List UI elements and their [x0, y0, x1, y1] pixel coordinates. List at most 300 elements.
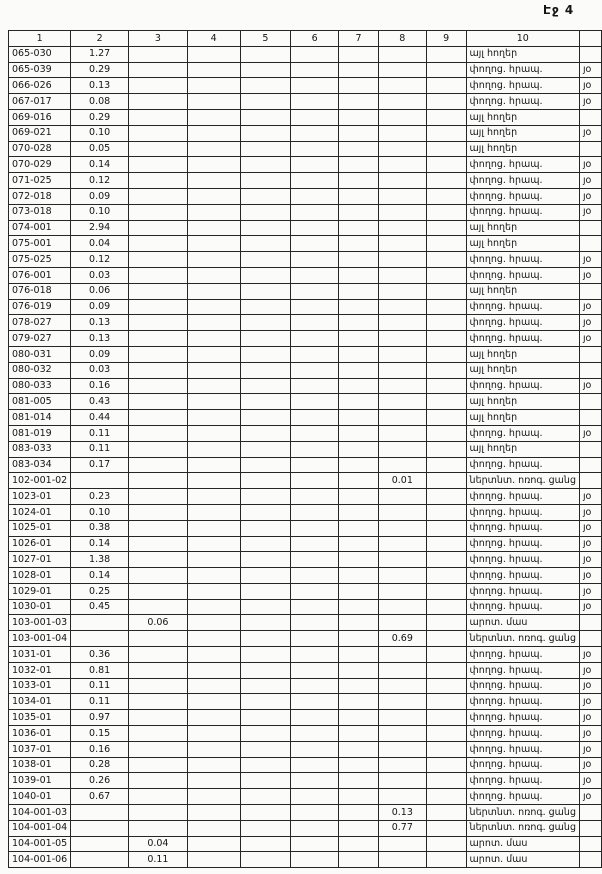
value-cell: [240, 441, 291, 457]
value-cell: [129, 173, 188, 189]
value-cell: [129, 267, 188, 283]
value-cell: 0.77: [378, 820, 426, 836]
value-cell: [339, 62, 379, 78]
value-cell: 0.11: [71, 441, 129, 457]
land-use-cell: փողոց. հրապ.: [466, 252, 579, 268]
value-cell: [129, 647, 188, 663]
table-row: [9, 425, 602, 441]
margin-mark: յօ: [579, 678, 601, 694]
value-cell: [291, 647, 339, 663]
land-use-cell: փողոց. հրապ.: [466, 773, 579, 789]
value-cell: [240, 615, 291, 631]
value-cell: [291, 109, 339, 125]
value-cell: [378, 741, 426, 757]
value-cell: [187, 141, 240, 157]
parcel-code-cell: 104-001-04: [9, 820, 71, 836]
value-cell: [240, 631, 291, 647]
value-cell: [378, 46, 426, 62]
land-use-cell: փողոց. հրապ.: [466, 62, 579, 78]
value-cell: [129, 331, 188, 347]
value-cell: [339, 568, 379, 584]
value-cell: [187, 252, 240, 268]
parcel-code-cell: 070-029: [9, 157, 71, 173]
value-cell: 0.09: [71, 299, 129, 315]
value-cell: [240, 599, 291, 615]
value-cell: 0.81: [71, 662, 129, 678]
parcel-code-cell: 104-001-03: [9, 805, 71, 821]
margin-mark: [579, 631, 601, 647]
value-cell: [240, 204, 291, 220]
value-cell: [129, 362, 188, 378]
value-cell: [339, 757, 379, 773]
table-row: [9, 805, 602, 821]
value-cell: [426, 710, 466, 726]
value-cell: [187, 615, 240, 631]
value-cell: [426, 757, 466, 773]
value-cell: [240, 836, 291, 852]
value-cell: [240, 173, 291, 189]
value-cell: [291, 773, 339, 789]
value-cell: 0.17: [71, 457, 129, 473]
value-cell: [378, 125, 426, 141]
value-cell: [426, 536, 466, 552]
value-cell: [291, 662, 339, 678]
value-cell: [240, 410, 291, 426]
value-cell: [378, 615, 426, 631]
value-cell: [339, 520, 379, 536]
value-cell: [339, 726, 379, 742]
value-cell: [129, 489, 188, 505]
land-use-cell: փողոց. հրապ.: [466, 568, 579, 584]
value-cell: [240, 362, 291, 378]
table-row: [9, 773, 602, 789]
parcel-code-cell: 078-027: [9, 315, 71, 331]
value-cell: 0.11: [71, 425, 129, 441]
value-cell: [187, 283, 240, 299]
margin-mark: [579, 283, 601, 299]
value-cell: 0.14: [71, 536, 129, 552]
value-cell: [129, 726, 188, 742]
value-cell: [426, 299, 466, 315]
value-cell: [426, 520, 466, 536]
margin-mark: յօ: [579, 267, 601, 283]
value-cell: [187, 489, 240, 505]
value-cell: [187, 568, 240, 584]
value-cell: [291, 94, 339, 110]
value-cell: [426, 204, 466, 220]
value-cell: [129, 473, 188, 489]
parcel-code-cell: 079-027: [9, 331, 71, 347]
value-cell: [240, 678, 291, 694]
value-cell: [339, 552, 379, 568]
value-cell: [339, 599, 379, 615]
parcel-code-cell: 072-018: [9, 188, 71, 204]
value-cell: [187, 662, 240, 678]
value-cell: [187, 173, 240, 189]
value-cell: [240, 457, 291, 473]
margin-mark: [579, 109, 601, 125]
value-cell: [187, 741, 240, 757]
value-cell: [129, 410, 188, 426]
value-cell: [378, 583, 426, 599]
value-cell: [339, 109, 379, 125]
value-cell: [187, 473, 240, 489]
value-cell: [426, 615, 466, 631]
parcel-code-cell: 075-025: [9, 252, 71, 268]
value-cell: 0.04: [71, 236, 129, 252]
value-cell: [378, 504, 426, 520]
margin-mark: յօ: [579, 504, 601, 520]
value-cell: [339, 236, 379, 252]
value-cell: 0.28: [71, 757, 129, 773]
value-cell: [339, 805, 379, 821]
value-cell: [291, 536, 339, 552]
parcel-code-cell: 083-033: [9, 441, 71, 457]
value-cell: [71, 836, 129, 852]
table-row: [9, 188, 602, 204]
margin-mark: յօ: [579, 599, 601, 615]
value-cell: [187, 220, 240, 236]
parcel-code-cell: 076-019: [9, 299, 71, 315]
column-header-10: 10: [466, 31, 579, 47]
table-row: [9, 473, 602, 489]
value-cell: 0.25: [71, 583, 129, 599]
value-cell: [426, 394, 466, 410]
land-use-cell: այլ հողեր: [466, 283, 579, 299]
value-cell: [187, 62, 240, 78]
value-cell: [378, 188, 426, 204]
value-cell: [339, 346, 379, 362]
value-cell: 0.13: [71, 331, 129, 347]
value-cell: [339, 615, 379, 631]
value-cell: [291, 678, 339, 694]
value-cell: [378, 220, 426, 236]
value-cell: 0.14: [71, 157, 129, 173]
value-cell: [426, 157, 466, 173]
table-row: [9, 125, 602, 141]
value-cell: [187, 852, 240, 868]
parcel-code-cell: 069-021: [9, 125, 71, 141]
value-cell: [187, 346, 240, 362]
value-cell: [426, 78, 466, 94]
value-cell: [129, 236, 188, 252]
value-cell: [240, 662, 291, 678]
table-row: [9, 568, 602, 584]
value-cell: [378, 710, 426, 726]
value-cell: [426, 599, 466, 615]
table-row: [9, 536, 602, 552]
margin-mark: [579, 805, 601, 821]
value-cell: [378, 78, 426, 94]
value-cell: [426, 331, 466, 347]
value-cell: [129, 583, 188, 599]
value-cell: [426, 346, 466, 362]
table-row: [9, 267, 602, 283]
value-cell: [426, 125, 466, 141]
value-cell: [291, 173, 339, 189]
value-cell: [378, 441, 426, 457]
value-cell: 0.11: [129, 852, 188, 868]
land-use-cell: փողոց. հրապ.: [466, 662, 579, 678]
table-row: [9, 141, 602, 157]
value-cell: [240, 805, 291, 821]
table-row: [9, 552, 602, 568]
parcel-code-cell: 1031-01: [9, 647, 71, 663]
value-cell: [240, 220, 291, 236]
value-cell: 0.05: [71, 141, 129, 157]
value-cell: [378, 726, 426, 742]
parcel-code-cell: 081-014: [9, 410, 71, 426]
value-cell: [71, 820, 129, 836]
value-cell: [426, 773, 466, 789]
parcel-code-cell: 104-001-06: [9, 852, 71, 868]
margin-mark: [579, 615, 601, 631]
value-cell: [339, 631, 379, 647]
parcel-code-cell: 076-001: [9, 267, 71, 283]
land-use-cell: փողոց. հրապ.: [466, 457, 579, 473]
table-row: [9, 94, 602, 110]
parcel-code-cell: 080-033: [9, 378, 71, 394]
land-use-cell: փողոց. հրապ.: [466, 315, 579, 331]
margin-mark: յօ: [579, 536, 601, 552]
value-cell: [426, 236, 466, 252]
value-cell: [240, 536, 291, 552]
value-cell: [129, 805, 188, 821]
table-row: [9, 315, 602, 331]
value-cell: [291, 631, 339, 647]
value-cell: [291, 62, 339, 78]
value-cell: [378, 757, 426, 773]
value-cell: [187, 46, 240, 62]
value-cell: [426, 789, 466, 805]
parcel-code-cell: 073-018: [9, 204, 71, 220]
value-cell: [187, 109, 240, 125]
table-row: [9, 852, 602, 868]
value-cell: [378, 536, 426, 552]
value-cell: [291, 852, 339, 868]
value-cell: [187, 710, 240, 726]
value-cell: [291, 78, 339, 94]
parcel-code-cell: 1023-01: [9, 489, 71, 505]
table-row: [9, 504, 602, 520]
value-cell: [426, 694, 466, 710]
value-cell: [426, 726, 466, 742]
value-cell: [339, 141, 379, 157]
value-cell: [240, 647, 291, 663]
value-cell: 0.14: [71, 568, 129, 584]
margin-mark: յօ: [579, 568, 601, 584]
column-header-2: 2: [71, 31, 129, 47]
value-cell: [339, 536, 379, 552]
value-cell: [339, 125, 379, 141]
value-cell: [339, 647, 379, 663]
value-cell: [339, 710, 379, 726]
value-cell: [291, 599, 339, 615]
margin-mark: [579, 346, 601, 362]
value-cell: [129, 315, 188, 331]
table-row: [9, 236, 602, 252]
margin-mark: [579, 457, 601, 473]
value-cell: 0.26: [71, 773, 129, 789]
margin-mark: յօ: [579, 552, 601, 568]
value-cell: [187, 520, 240, 536]
parcel-code-cell: 103-001-03: [9, 615, 71, 631]
column-header-5: 5: [240, 31, 291, 47]
value-cell: [240, 789, 291, 805]
value-cell: [339, 457, 379, 473]
value-cell: 0.29: [71, 62, 129, 78]
value-cell: [378, 678, 426, 694]
value-cell: [339, 157, 379, 173]
margin-mark: [579, 852, 601, 868]
value-cell: 0.45: [71, 599, 129, 615]
land-use-cell: այլ հողեր: [466, 125, 579, 141]
value-cell: [240, 741, 291, 757]
parcel-code-cell: 1036-01: [9, 726, 71, 742]
parcel-code-cell: 067-017: [9, 94, 71, 110]
value-cell: [378, 62, 426, 78]
value-cell: 0.44: [71, 410, 129, 426]
margin-mark: [579, 410, 601, 426]
value-cell: [291, 141, 339, 157]
value-cell: [187, 441, 240, 457]
land-use-cell: փողոց. հրապ.: [466, 694, 579, 710]
value-cell: [240, 188, 291, 204]
value-cell: [339, 410, 379, 426]
value-cell: [71, 631, 129, 647]
value-cell: [339, 583, 379, 599]
value-cell: [187, 267, 240, 283]
value-cell: [240, 267, 291, 283]
value-cell: [291, 331, 339, 347]
value-cell: [426, 678, 466, 694]
table-body: [9, 46, 602, 867]
value-cell: [378, 236, 426, 252]
value-cell: [240, 583, 291, 599]
value-cell: [129, 741, 188, 757]
value-cell: [378, 331, 426, 347]
table-row: [9, 726, 602, 742]
parcel-code-cell: 1034-01: [9, 694, 71, 710]
parcel-code-cell: 104-001-05: [9, 836, 71, 852]
parcel-code-cell: 070-028: [9, 141, 71, 157]
value-cell: [291, 220, 339, 236]
margin-mark: [579, 441, 601, 457]
value-cell: [129, 141, 188, 157]
margin-mark: յօ: [579, 252, 601, 268]
value-cell: 0.08: [71, 94, 129, 110]
value-cell: [291, 157, 339, 173]
value-cell: [129, 283, 188, 299]
value-cell: [426, 805, 466, 821]
value-cell: [378, 552, 426, 568]
table-row: [9, 220, 602, 236]
land-use-cell: փողոց. հրապ.: [466, 489, 579, 505]
value-cell: [339, 773, 379, 789]
value-cell: [339, 489, 379, 505]
margin-mark: յօ: [579, 188, 601, 204]
value-cell: [240, 757, 291, 773]
value-cell: [291, 615, 339, 631]
margin-mark: [579, 820, 601, 836]
value-cell: [129, 46, 188, 62]
table-row: [9, 710, 602, 726]
value-cell: [240, 299, 291, 315]
value-cell: [291, 789, 339, 805]
value-cell: 0.43: [71, 394, 129, 410]
parcel-code-cell: 1027-01: [9, 552, 71, 568]
value-cell: 0.10: [71, 125, 129, 141]
value-cell: [426, 457, 466, 473]
table-row: [9, 62, 602, 78]
value-cell: [378, 315, 426, 331]
value-cell: [240, 820, 291, 836]
value-cell: [378, 204, 426, 220]
land-use-cell: փողոց. հրապ.: [466, 173, 579, 189]
value-cell: 1.38: [71, 552, 129, 568]
value-cell: [426, 267, 466, 283]
land-use-cell: ներտնտ. ոռոգ. ցանց: [466, 805, 579, 821]
value-cell: [129, 157, 188, 173]
value-cell: [339, 504, 379, 520]
land-use-cell: փողոց. հրապ.: [466, 504, 579, 520]
column-header-7: 7: [339, 31, 379, 47]
value-cell: 0.10: [71, 504, 129, 520]
value-cell: [240, 141, 291, 157]
value-cell: [291, 46, 339, 62]
value-cell: [378, 568, 426, 584]
column-header-8: 8: [378, 31, 426, 47]
land-use-cell: փողոց. հրապ.: [466, 94, 579, 110]
value-cell: [187, 78, 240, 94]
value-cell: [426, 741, 466, 757]
value-cell: [426, 141, 466, 157]
land-use-cell: փողոց. հրապ.: [466, 157, 579, 173]
column-header-4: 4: [187, 31, 240, 47]
table-row: [9, 410, 602, 426]
land-use-cell: ներտնտ. ոռոգ. ցանց: [466, 820, 579, 836]
value-cell: [426, 820, 466, 836]
parcel-code-cell: 081-019: [9, 425, 71, 441]
value-cell: [339, 662, 379, 678]
value-cell: [129, 757, 188, 773]
land-use-cell: փողոց. հրապ.: [466, 678, 579, 694]
parcel-code-cell: 1038-01: [9, 757, 71, 773]
table-row: [9, 836, 602, 852]
value-cell: [426, 441, 466, 457]
table-row: [9, 583, 602, 599]
value-cell: [339, 94, 379, 110]
land-use-cell: փողոց. հրապ.: [466, 299, 579, 315]
value-cell: [187, 694, 240, 710]
land-use-cell: արոտ. մաս: [466, 852, 579, 868]
land-use-cell: փողոց. հրապ.: [466, 710, 579, 726]
land-use-cell: ներտնտ. ոռոգ. ցանց: [466, 631, 579, 647]
value-cell: [187, 410, 240, 426]
value-cell: [129, 109, 188, 125]
value-cell: [240, 78, 291, 94]
value-cell: [291, 694, 339, 710]
value-cell: [291, 346, 339, 362]
parcel-code-cell: 1039-01: [9, 773, 71, 789]
land-use-cell: այլ հողեր: [466, 236, 579, 252]
parcel-code-cell: 081-005: [9, 394, 71, 410]
margin-mark: յօ: [579, 694, 601, 710]
column-header-9: 9: [426, 31, 466, 47]
column-header-1: 1: [9, 31, 71, 47]
parcel-code-cell: 080-032: [9, 362, 71, 378]
parcel-code-cell: 1029-01: [9, 583, 71, 599]
